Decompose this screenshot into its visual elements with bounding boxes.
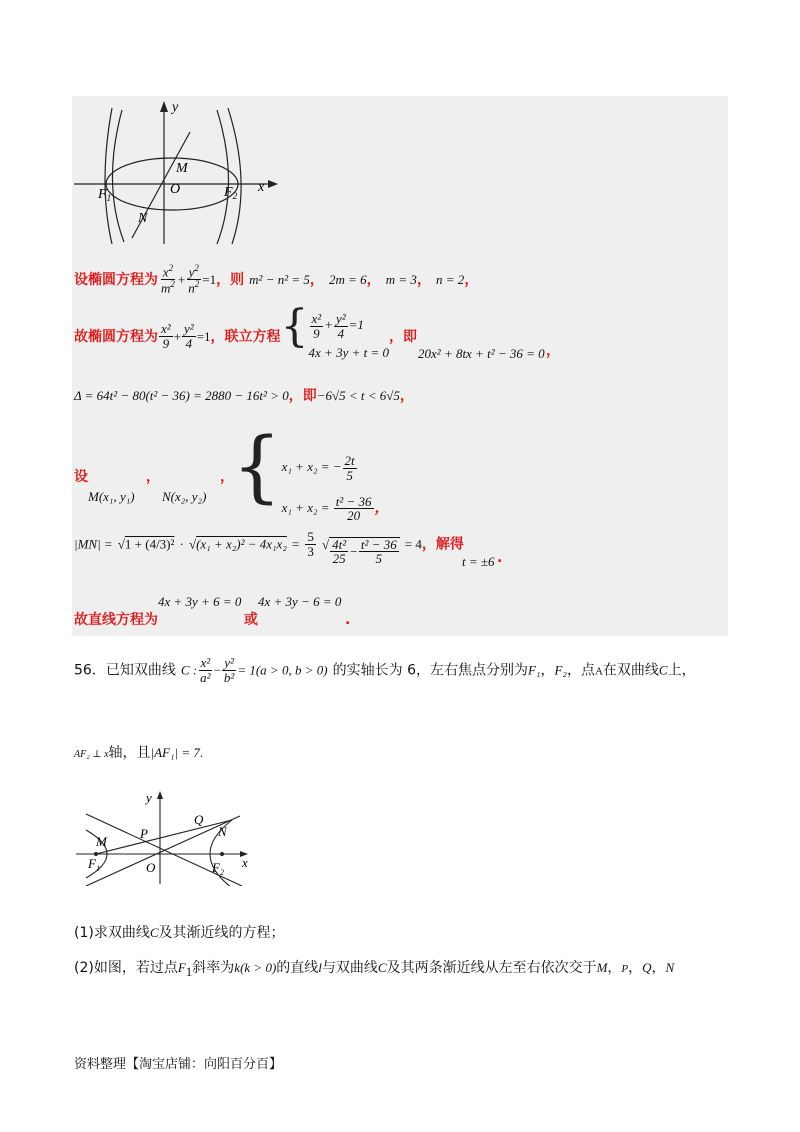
fig1-M: M (176, 161, 188, 176)
fig1-N: N (138, 211, 148, 226)
solution-line-2: 故椭圆方程为 $\frac{\text{x²}}{9}$ + $\frac{\text{y²}}{4}$ =1，联立方程{ $\frac{\text{x²}}{9}$ + $\frac{\text{y²}}{4}$ =1 4x + 3y + t = 0 ，即 (74, 301, 418, 360)
question-56-line-1: 56．已知双曲线 C : $\frac{\text{x²}}{\text{a²}}$ − $\frac{\text{y²}}{\text{b²}}$ = 1(a > 0, b > 0) 的实轴长为 6，左右焦点分别为F₁，F₂，点A在双曲线C上， (74, 655, 696, 685)
fig1-F1: $F_1$ (98, 187, 112, 203)
eq-m2-n2: m² − n² = 5 (249, 271, 310, 287)
fig2-y: y (146, 790, 152, 805)
fig1-y: y (172, 100, 179, 115)
fig2-F2: $F_2$ (212, 860, 224, 877)
system-ellipse-line: $\frac{\text{x²}}{9}$ + $\frac{\text{y²}}{4}$ =1 4x + 3y + t = 0 (308, 311, 390, 360)
discriminant: Δ = 64t² − 80(t² − 36) = 2880 − 16t² > 0 (74, 388, 289, 403)
vieta-system: { x₁ + x₂ = − $\frac{2t}{5}$ x₁ + x₂ = $\frac{\text{t² − 36}}{20}$ ， (232, 422, 389, 524)
fig2-Q: Q (194, 812, 204, 827)
fig1-F2: $F_2$ (224, 185, 238, 201)
t-solution: t = ±6 (462, 554, 495, 569)
ellipse-hyperbola-figure (72, 96, 292, 246)
sub-question-1: (1)求双曲线C及其渐近线的方程； (74, 925, 285, 941)
fig2-F1: $F_1$ (88, 856, 100, 873)
point-N: N(x₂, y₂) (162, 489, 207, 504)
fig1-O: O (170, 182, 181, 197)
question-56-line-2: AF₂ ⊥ x轴，且|AF₁| = 7. (74, 745, 204, 761)
t-range: −6√5 < t < 6√5 (316, 388, 400, 403)
fig2-M: M (96, 834, 107, 849)
or-label: 或 (244, 612, 258, 628)
eq-n: n = 2 (436, 271, 465, 287)
eq-2m: 2m = 6 (329, 271, 367, 287)
solution-line-1: 设椭圆方程为 $\frac{x^2}{m^2}$ + $\frac{y^2}{n^2}$ =1，则 m² − n² = 5， 2m = 6， m = 3， n = 2， (74, 263, 479, 296)
fig2-O: O (146, 860, 156, 875)
sub-question-2: (2)如图，若过点$F_1$斜率为k(k > 0)的直线l与双曲线C及其两条渐近线从左至右依次交于M，P，Q，N (74, 960, 675, 980)
hyperbola-figure (72, 786, 262, 886)
quadratic-result: 20x² + 8tx + t² − 36 = 0 (418, 346, 545, 361)
fig2-P: P (140, 826, 148, 841)
point-M: M(x₁, y₁) (88, 489, 135, 504)
fig1-x: x (258, 180, 265, 195)
fig2-x: x (242, 855, 248, 870)
fig2-N: N (218, 824, 227, 839)
footer-source: 资料整理【淘宝店铺：向阳百分百】 (74, 1057, 283, 1072)
let-label: 设 (74, 469, 88, 485)
eq-m: m = 3 (385, 271, 417, 287)
solution-line-3: Δ = 64t² − 80(t² − 36) = 2880 − 16t² > 0，即−6√5 < t < 6√5， (74, 388, 414, 404)
line-eq-a: 4x + 3y + 6 = 0 (158, 594, 242, 609)
line-eq-label: 故直线方程为 (74, 612, 158, 628)
solution-line-5: |MN| = √1 + (4/3)² · √(x₁ + x₂)² − 4x₁x₂ = $\frac{5}{3}$ √ $\frac{\text{4t²}}{25}$ − $\frac{\text{t² − 36}}{5}$ = 4，解得 (74, 529, 464, 567)
line-eq-b: 4x + 3y − 6 = 0 (258, 594, 342, 609)
